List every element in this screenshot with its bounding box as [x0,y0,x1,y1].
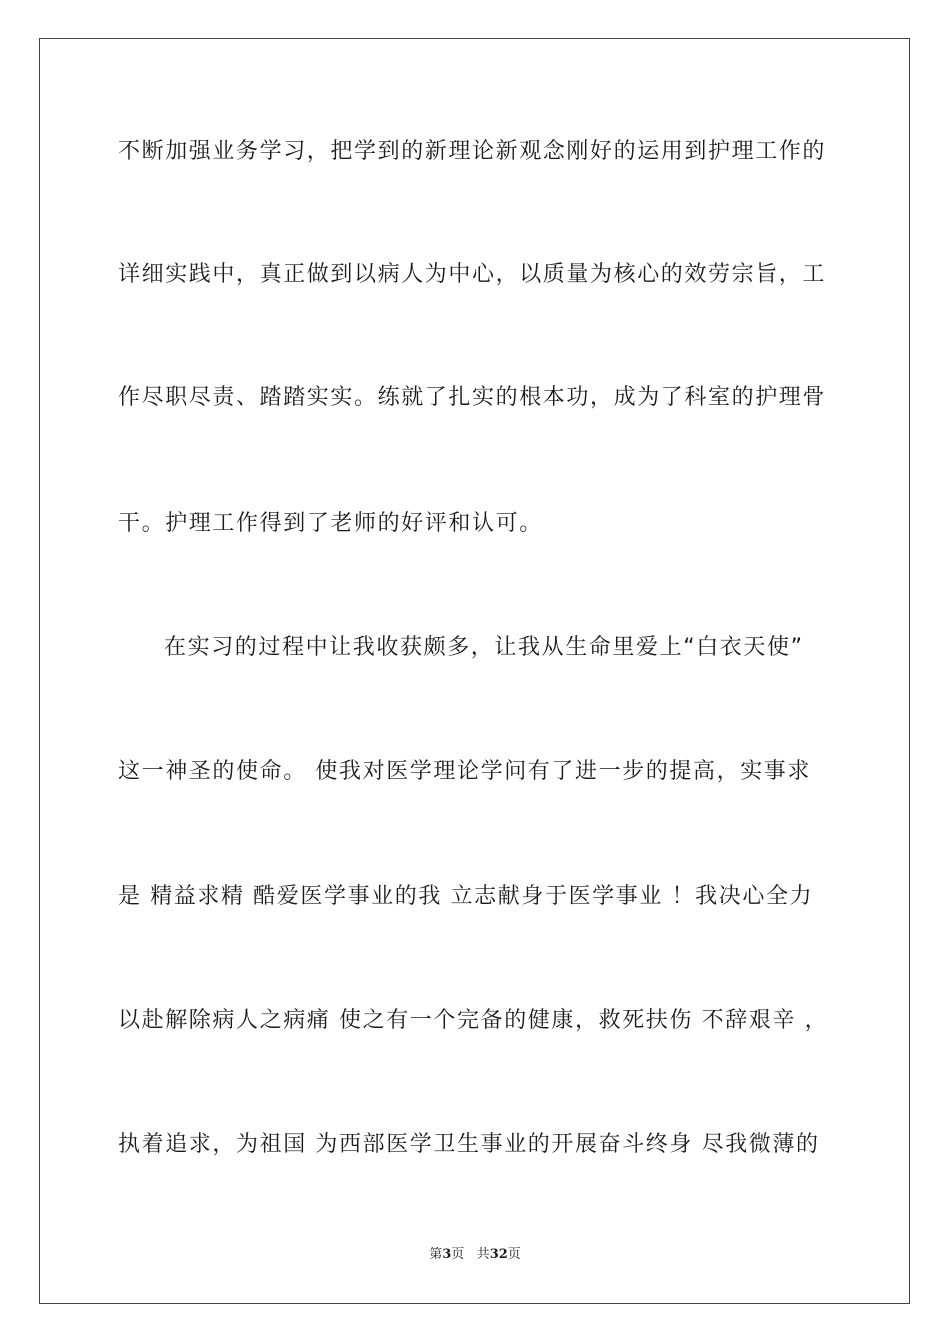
footer-total-suffix: 页 [507,1247,521,1262]
text-line-6: 这一神圣的使命。 使我对医学理论学问有了进一步的提高，实事求 [118,759,811,784]
footer-prefix: 第 [429,1247,443,1262]
text-line-4: 干。护理工作得到了老师的好评和认可。 [118,511,543,536]
text-line-7: 是 精益求精 酷爱医学事业的我 立志献身于医学事业 ！我决心全力 [118,884,814,909]
page-border [39,38,910,1304]
current-page-number: 3 [442,1247,452,1262]
footer-page-suffix: 页 [451,1247,465,1262]
footer-total-prefix: 共 [476,1247,490,1262]
text-line-1: 不断加强业务学习，把学到的新理论新观念刚好的运用到护理工作的 [118,139,827,164]
total-page-count: 32 [489,1247,508,1262]
text-line-3: 作尽职尽责、踏踏实实。练就了扎实的根本功，成为了科室的护理骨 [118,385,827,410]
text-line-5: 在实习的过程中让我收获颇多，让我从生命里爱上“白衣天使” [164,635,804,660]
text-line-9: 执着追求，为祖国 为西部医学卫生事业的开展奋斗终身 尽我微薄的 [118,1132,820,1157]
text-line-8: 以赴解除病人之病痛 使之有一个完备的健康，救死扶伤 不辞艰辛 ， [118,1008,829,1033]
page-footer [0,1246,950,1264]
text-line-2: 详细实践中，真正做到以病人为中心，以质量为核心的效劳宗旨，工 [118,262,827,287]
